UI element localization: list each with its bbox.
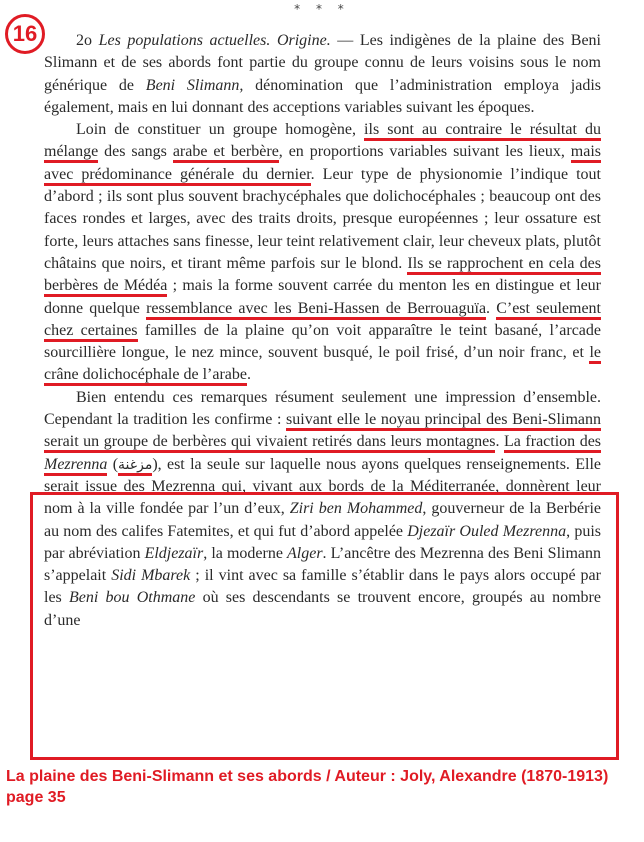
ornament: * * *	[294, 2, 350, 16]
italic-name: Sidi Mbarek	[111, 567, 191, 585]
text-run: — Les indigènes de la plaine des Beni Slimann et de ses abords font partie du groupe connu de leurs voisins sous le nom générique de	[44, 32, 601, 94]
text-run: familles de la plaine qu’on voit apparaître le teint basané, l’arcade sourcillière longue, le nez mince, souvent busqué, le poil frisé, d’un noir franc, et	[44, 321, 602, 362]
text-run: dénomination que l’administration employa jadis également, mais en lui donnant des acceptions variables suivant les époques.	[44, 76, 601, 116]
text-run: des sangs	[98, 143, 173, 161]
text-run: , puis par abréviation	[44, 522, 601, 562]
underlined-passage: C’est seulement chez certaines	[44, 300, 601, 342]
text-run: (	[107, 455, 119, 473]
text-run: .	[495, 433, 504, 451]
text-run: . L’ancêtre des Mezrenna des Beni Slimann s’appelait	[44, 544, 601, 585]
underlined-passage: suivant elle le noyau principal des Beni-Slimann serait un groupe de berbères qui vivaient retirés dans leurs montagnes	[44, 411, 601, 453]
italic-name: Alger	[287, 544, 323, 562]
text-run: La fraction des	[504, 433, 602, 451]
page-number-badge: 16	[5, 14, 45, 54]
text-run: ), est la seule sur laquelle nous ayons quelques renseignements. Elle serait issue des Mezrenna qui, vivant aux bords de la Méditerranée, donnèrent leur nom à la ville fondée par l’un d’eux,	[44, 455, 602, 518]
text-run: ; mais la forme souvent carrée du menton les en distingue et leur donne quelque	[44, 277, 602, 317]
section-number: 2o	[76, 32, 99, 49]
italic-name: Eldjezaïr	[144, 544, 204, 562]
italic-name: Beni bou Othmane	[68, 589, 196, 607]
italic-name: Djezaïr Ouled Mezrenna	[407, 522, 567, 540]
text-run: où ses descendants se trouvent encore, groupés au nombre d’une	[44, 589, 601, 629]
arabic-word: مزغنة	[118, 457, 152, 476]
text-run: .	[246, 366, 251, 384]
paragraph-2	[44, 119, 601, 387]
italic-name: Beni Slimann,	[145, 76, 244, 94]
text-run: .	[486, 299, 497, 317]
italic-name: Ziri ben Mohammed	[289, 500, 423, 518]
text-run: , la moderne	[203, 544, 287, 562]
underlined-passage: le crâne dolichocéphale de l’arabe	[44, 344, 601, 386]
section-heading: Les populations actuelles. Origine.	[98, 32, 331, 49]
underlined-passage: ressemblance avec les Beni-Hassen de Berrouaguïa	[146, 300, 486, 320]
highlight-box	[30, 492, 619, 760]
paragraph-1	[44, 30, 601, 119]
underlined-passage: Ils se rapprochent en cela des berbères de Médéa	[44, 255, 601, 297]
text-run: ; il vint avec sa famille s’établir dans le pays alors occupé par les	[44, 567, 601, 607]
text-run: . Leur type de physionomie l’indique tout d’abord ; ils sont plus souvent brachycéphales que dolichocéphales ; beaucoup ont des faces rondes et larges, avec des traits droits, presque européennes ; leur ossature est forte, leurs attaches sans finesse, leur teint relativement clair, leur cheveux plats, plutôt châtains que noirs, et tirant même parfois sur le blond.	[44, 165, 602, 272]
underlined-passage: ils sont au contraire le résultat du mélange	[44, 121, 601, 163]
text-run: , en proportions variables suivant les lieux,	[278, 143, 571, 161]
source-caption: La plaine des Beni-Slimann et ses abords / Auteur : Joly, Alexandre (1870-1913) page 35	[6, 768, 609, 806]
underlined-passage: arabe et berbère	[173, 143, 279, 163]
italic-name: Mezrenna	[44, 455, 108, 473]
underlined-passage: mais avec prédominance générale du dernier	[44, 143, 601, 185]
text-run: Bien entendu ces remarques résument seulement une impression d’ensemble. Cependant la tradition les confirme :	[44, 388, 601, 429]
text-run: Loin de constituer un groupe homogène,	[76, 121, 365, 139]
text-run: , gouverneur de la Berbérie au nom des califes Fatemites, et qui fut d’abord appelée	[44, 500, 602, 540]
